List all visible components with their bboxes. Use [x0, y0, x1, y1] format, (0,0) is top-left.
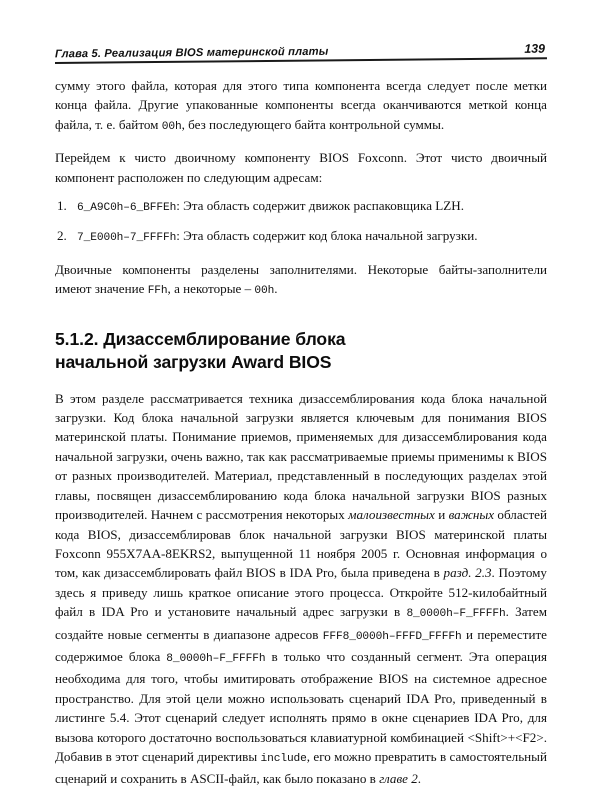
para4-text-4: . Поэтому здесь я приведу лишь краткое описание этого процесса. Откройте 512-килобайтный файл в IDA Pro и установите начальный адрес загрузки в	[55, 565, 547, 620]
paragraph-checksum-text-2: , без последующего байта контрольной суммы.	[181, 116, 445, 132]
cross-reference-section: разд. 2.3	[443, 565, 492, 581]
paragraph-filler-text-2: , а некоторые –	[167, 281, 255, 297]
page-body	[55, 76, 547, 800]
list-item	[55, 226, 547, 248]
chapter-title: Глава 5. Реализация BIOS материнской платы	[54, 45, 329, 61]
page-number: 139	[524, 41, 546, 56]
para4-text-2: и	[434, 507, 449, 523]
segment-address-range: FFF8_0000h–FFFD_FFFFh	[322, 630, 462, 643]
emphasis-important: важных	[448, 507, 495, 523]
paragraph-checksum	[55, 76, 547, 137]
paragraph-filler-bytes	[55, 260, 547, 302]
para4-text-8: , его можно превратить в самостоятельный сценарий и сохранить в ASCII-файл, как было показано в	[55, 748, 547, 787]
paragraph-filler-text-1: Двоичные компоненты разделены заполнителями. Некоторые байты-заполнители имеют значение	[55, 261, 547, 297]
address-range-list	[55, 196, 547, 249]
paragraph-binary-component	[55, 148, 547, 187]
paragraph-binary-component-text: Перейдем к чисто двоичному компоненту BIOS Foxconn. Этот чисто двоичный компонент расположен по следующим адресам:	[55, 150, 547, 185]
address-range: 6_A9C0h–6_BFFEh	[77, 202, 177, 215]
para4-text-9: .	[417, 771, 422, 787]
paragraph-filler-text-3: .	[274, 281, 278, 297]
list-marker: 1.	[57, 198, 67, 214]
byte-value-00h: 00h	[161, 120, 182, 133]
section-heading	[55, 328, 547, 375]
paragraph-disassembly-overview	[55, 389, 547, 789]
emphasis-little-known: малоизвестных	[348, 507, 435, 523]
block-address-range: 8_0000h–F_FFFFh	[166, 652, 266, 665]
list-item	[55, 196, 547, 218]
address-range: 7_E000h–7_FFFFh	[77, 232, 177, 245]
para4-text-5: . Затем создайте новые сегменты в диапазоне адресов	[55, 604, 548, 642]
section-heading-line-1: 5.1.2. Дизассемблирование блока	[55, 328, 346, 349]
address-description: : Эта область содержит движок распаковщика LZH.	[176, 198, 465, 214]
load-address-range: 8_0000h–F_FFFFh	[406, 608, 506, 621]
para4-text-3: областей кода BIOS, дизассемблировав блок начальной загрузки BIOS материнской платы Foxconn 955X7AA-8EKRS2, выпущенной 11 ноября 2005 г. Основная информация о том, как дизассемблировать файл BIOS в IDA Pro, была приведена в	[55, 507, 548, 581]
address-description: : Эта область содержит код блока начальной загрузки.	[176, 228, 478, 244]
cross-reference-chapter: главе 2	[379, 771, 418, 787]
section-heading-line-2: начальной загрузки Award BIOS	[55, 352, 332, 373]
para4-text-7: в только что созданный сегмент. Эта операция необходима для того, чтобы имитировать отображение BIOS на системное адресное пространство. Для этой цели можно использовать сценарий IDA Pro, приведенный в листинге 5.4. Этот сценарий следует исполнять прямо в окне сценариев IDA Pro, для вызова которого достаточно воспользоваться клавиатурной комбинацией <Shift>+<F2>. Добавив в этот сценарий директивы	[55, 648, 547, 764]
include-directive: include	[260, 752, 307, 765]
byte-value-00h: 00h	[254, 285, 275, 298]
para4-text-1: В этом разделе рассматривается техника дизассемблирования кода блока начальной загрузки. Код блока начальной загрузки является ключевым для понимания BIOS материнской платы. Понимание приемов, применяемых для дизассемблирования кода начальной загрузки, очень важно, так как рассматриваемые приемы применимы к BIOS от разных производителей. Материал, представленный в последующих разделах этой главы, посвящен дизассемблированию кода блока начальной загрузки BIOS разных производителей. Начнем с рассмотрения некоторых	[55, 390, 547, 523]
list-marker: 2.	[57, 228, 67, 244]
paragraph-checksum-text-1: сумму этого файла, которая для этого типа компонента всегда следует после метки конца файла. Другие упакованные компоненты всегда оканчиваются меткой конца файла, т. е. байтом	[55, 78, 547, 132]
byte-value-ffh: FFh	[147, 285, 168, 298]
para4-text-6: и переместите содержимое блока	[55, 626, 547, 664]
